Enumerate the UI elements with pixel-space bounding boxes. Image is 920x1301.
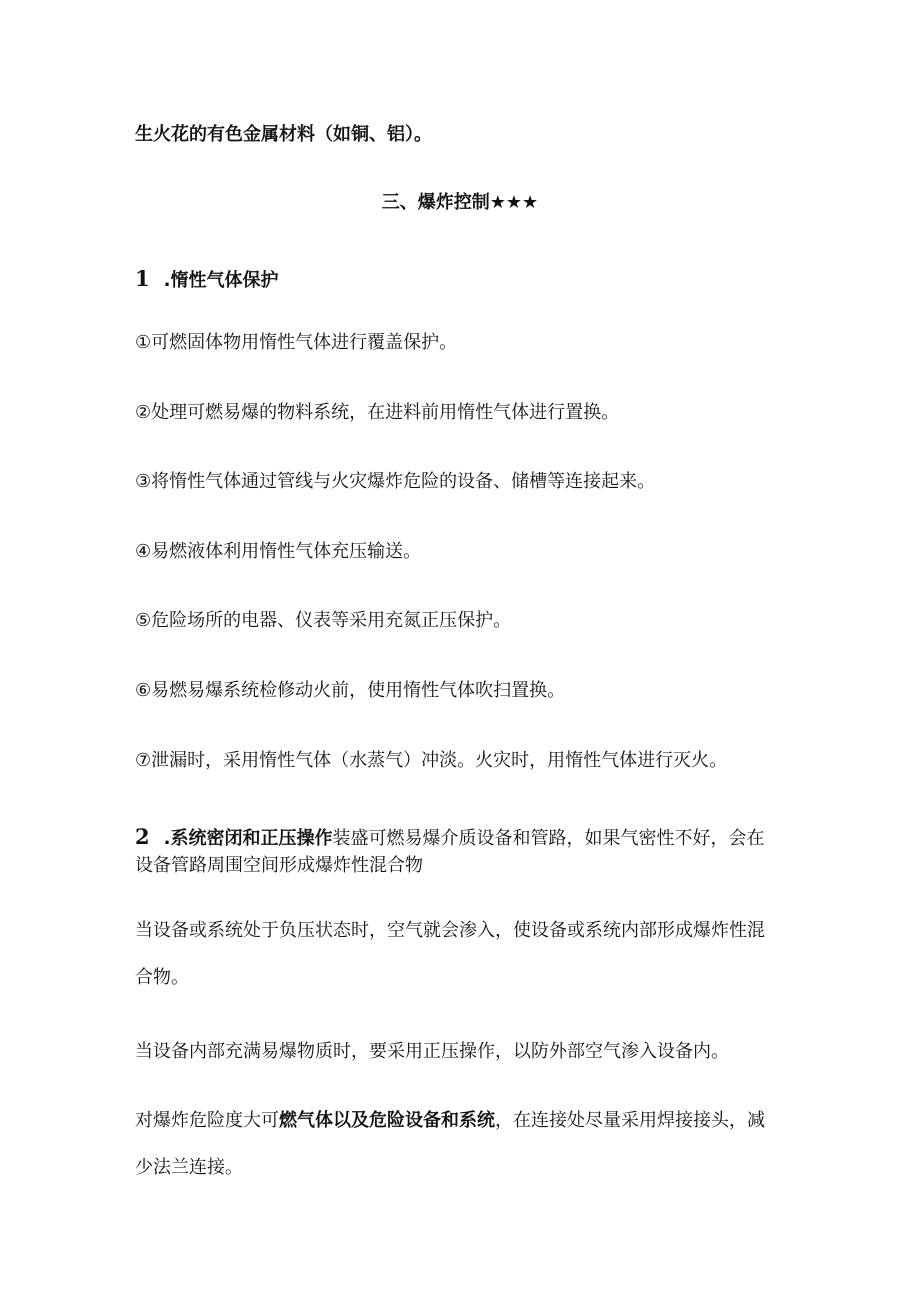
list-item: ⑥易燃易爆系统检修动火前，使用惰性气体吹扫置换。 xyxy=(135,680,566,701)
subsection-text-continuation: 设备管路周围空间形成爆炸性混合物 xyxy=(135,855,423,876)
subsection-text: 装盛可燃易爆介质设备和管路，如果气密性不好，会在 xyxy=(332,828,765,849)
list-item: ①可燃固体物用惰性气体进行覆盖保护。 xyxy=(135,332,458,353)
subsection-title: .系统密闭和正压操作 xyxy=(163,828,333,849)
paragraph-emphasis: 燃气体以及危险设备和系统 xyxy=(279,1110,495,1131)
subsection-heading-1 xyxy=(135,268,278,292)
paragraph-line: 合物。 xyxy=(135,967,189,988)
subsection-number: 2 xyxy=(135,824,150,849)
list-item: ②处理可燃易爆的物料系统，在进料前用惰性气体进行置换。 xyxy=(135,402,620,423)
subsection-title: .惰性气体保护 xyxy=(163,270,279,291)
list-item: ⑤危险场所的电器、仪表等采用充氮正压保护。 xyxy=(135,610,512,631)
paragraph-text: 对爆炸危险度大可 xyxy=(135,1110,279,1131)
list-item: ④易燃液体利用惰性气体充压输送。 xyxy=(135,541,422,562)
list-item: ⑦泄漏时，采用惰性气体（水蒸气）冲淡。火灾时，用惰性气体进行灭火。 xyxy=(135,750,728,771)
paragraph-line: 当设备内部充满易爆物质时，要采用正压操作，以防外部空气渗入设备内。 xyxy=(135,1041,729,1062)
paragraph-line xyxy=(135,1110,765,1132)
paragraph-text: ，在连接处尽量采用焊接接头，减 xyxy=(495,1110,765,1131)
continuation-line: 生火花的有色金属材料（如铜、铝）。 xyxy=(135,124,432,145)
subsection-heading-2 xyxy=(135,826,764,850)
list-item: ③将惰性气体通过管线与火灾爆炸危险的设备、储槽等连接起来。 xyxy=(135,471,656,492)
paragraph-line: 当设备或系统处于负压状态时，空气就会渗入，使设备或系统内部形成爆炸性混 xyxy=(135,920,765,941)
section-title: 三、爆炸控制★★★ xyxy=(381,192,539,213)
paragraph-line: 少法兰连接。 xyxy=(135,1157,243,1178)
subsection-number: 1 xyxy=(135,266,150,291)
